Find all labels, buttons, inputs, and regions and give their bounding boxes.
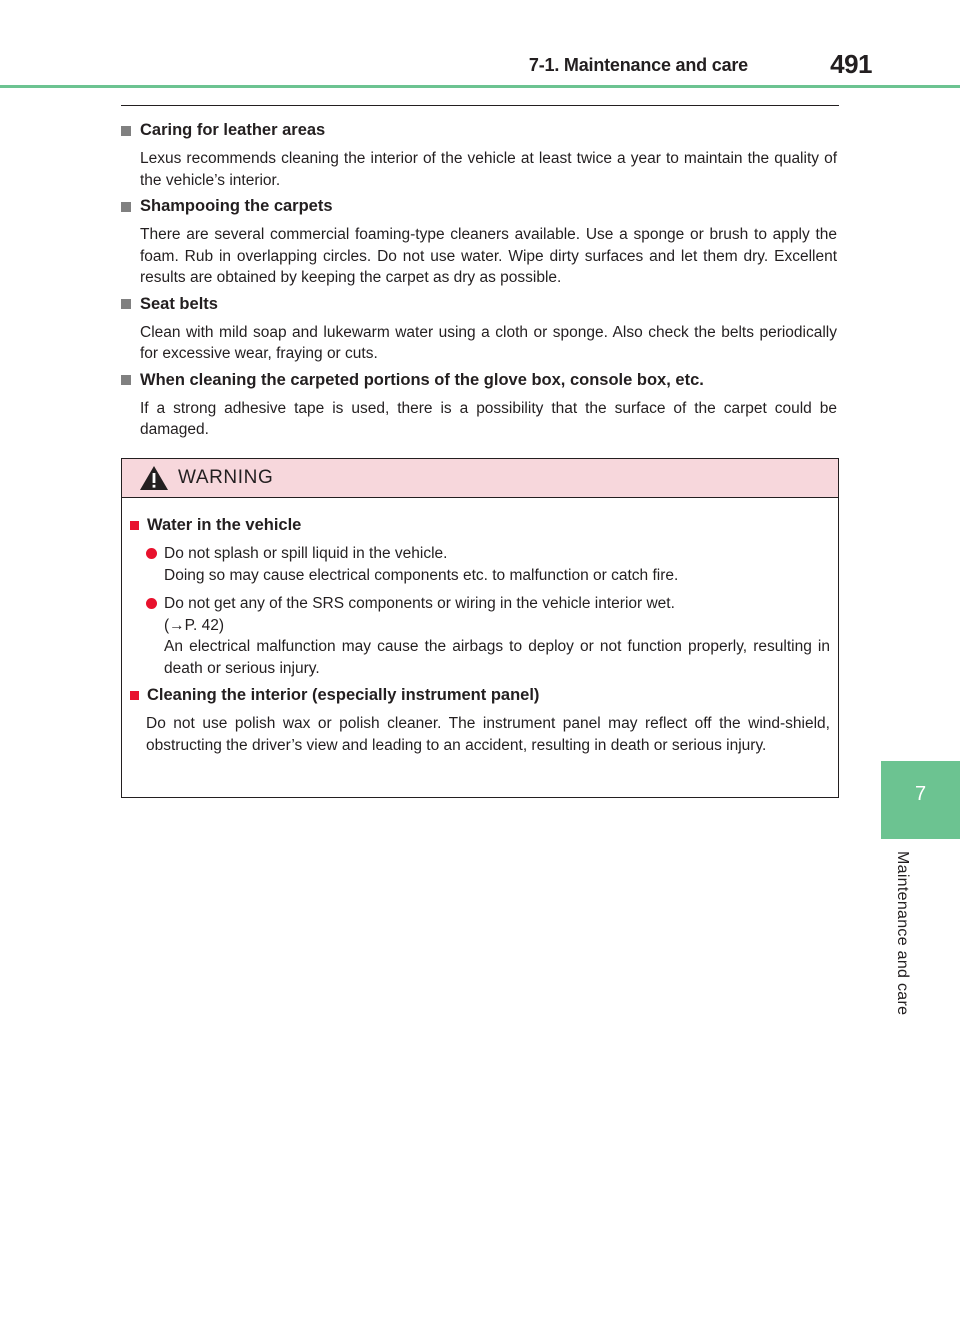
square-bullet-icon bbox=[121, 126, 131, 136]
section-carpets bbox=[121, 196, 837, 289]
warning-heading-text: Water in the vehicle bbox=[147, 516, 302, 534]
section-body: There are several commercial foaming-type cleaners available. Use a sponge or brush to apply the foam. Rub in overlapping circles. Do not use water. Wipe dirty surfaces and let them dry. Excellent results are obtained by keeping the carpet as dry as possible. bbox=[140, 226, 837, 286]
warning-header bbox=[122, 459, 838, 498]
care-sections bbox=[121, 120, 837, 446]
warning-item-line: Doing so may cause electrical components etc. to malfunction or catch fire. bbox=[164, 566, 679, 584]
section-body: Clean with mild soap and lukewarm water using a cloth or sponge. Also check the belts periodically for excessive wear, fraying or cuts. bbox=[140, 323, 837, 362]
warning-heading bbox=[130, 515, 830, 536]
chapter-title: Maintenance and care bbox=[894, 851, 911, 1016]
warning-body bbox=[122, 498, 838, 756]
red-dot-bullet-icon bbox=[146, 548, 157, 559]
square-bullet-icon bbox=[121, 299, 131, 309]
red-dot-bullet-icon bbox=[146, 598, 157, 609]
section-leather bbox=[121, 120, 837, 191]
section-heading-text: When cleaning the carpeted portions of the glove box, console box, etc. bbox=[140, 370, 704, 389]
section-heading-text: Shampooing the carpets bbox=[140, 197, 333, 215]
warning-item-text bbox=[164, 543, 830, 586]
square-bullet-icon bbox=[121, 375, 131, 385]
warning-triangle-icon bbox=[139, 465, 169, 491]
warning-item-text bbox=[164, 593, 830, 679]
section-heading bbox=[121, 120, 837, 141]
chapter-number: 7 bbox=[914, 783, 927, 805]
section-heading bbox=[121, 294, 837, 315]
warning-group-instrument-panel bbox=[130, 685, 830, 756]
warning-title: WARNING bbox=[178, 467, 274, 488]
warning-heading bbox=[130, 685, 830, 706]
page-number: 491 bbox=[830, 49, 872, 79]
red-square-bullet-icon bbox=[130, 521, 139, 530]
warning-item bbox=[146, 593, 830, 679]
warning-heading-text: Cleaning the interior (especially instrument panel) bbox=[147, 686, 540, 704]
warning-item bbox=[146, 543, 830, 586]
warning-box bbox=[121, 458, 839, 798]
section-heading-text: Caring for leather areas bbox=[140, 121, 326, 139]
warning-item-line: Do not splash or spill liquid in the vehicle. bbox=[164, 545, 448, 562]
section-heading-text: Seat belts bbox=[140, 294, 218, 313]
warning-item-line: Do not get any of the SRS components or wiring in the vehicle interior wet. bbox=[164, 595, 675, 612]
red-square-bullet-icon bbox=[130, 691, 139, 700]
section-title: 7-1. Maintenance and care bbox=[528, 55, 748, 75]
section-glove-box bbox=[121, 370, 837, 441]
header-divider bbox=[0, 85, 960, 88]
section-heading bbox=[121, 370, 837, 391]
section-body: Lexus recommends cleaning the interior of the vehicle at least twice a year to maintain the quality of the vehicle’s interior. bbox=[140, 150, 837, 189]
section-seat-belts bbox=[121, 294, 837, 365]
square-bullet-icon bbox=[121, 202, 131, 212]
warning-item-line: An electrical malfunction may cause the airbags to deploy or not function properly, resulting in death or serious injury. bbox=[164, 638, 830, 677]
warning-group-water bbox=[130, 515, 830, 679]
warning-paragraph: Do not use polish wax or polish cleaner. The instrument panel may reflect off the wind-shield, obstructing the driver’s view and leading to an accident, resulting in death or serious injury. bbox=[146, 715, 830, 754]
section-body: If a strong adhesive tape is used, there is a possibility that the surface of the carpet could be damaged. bbox=[140, 399, 837, 438]
content-divider bbox=[121, 105, 839, 106]
page-reference: (→P. 42) bbox=[164, 616, 225, 634]
chapter-tab bbox=[881, 761, 960, 839]
section-heading bbox=[121, 196, 837, 217]
